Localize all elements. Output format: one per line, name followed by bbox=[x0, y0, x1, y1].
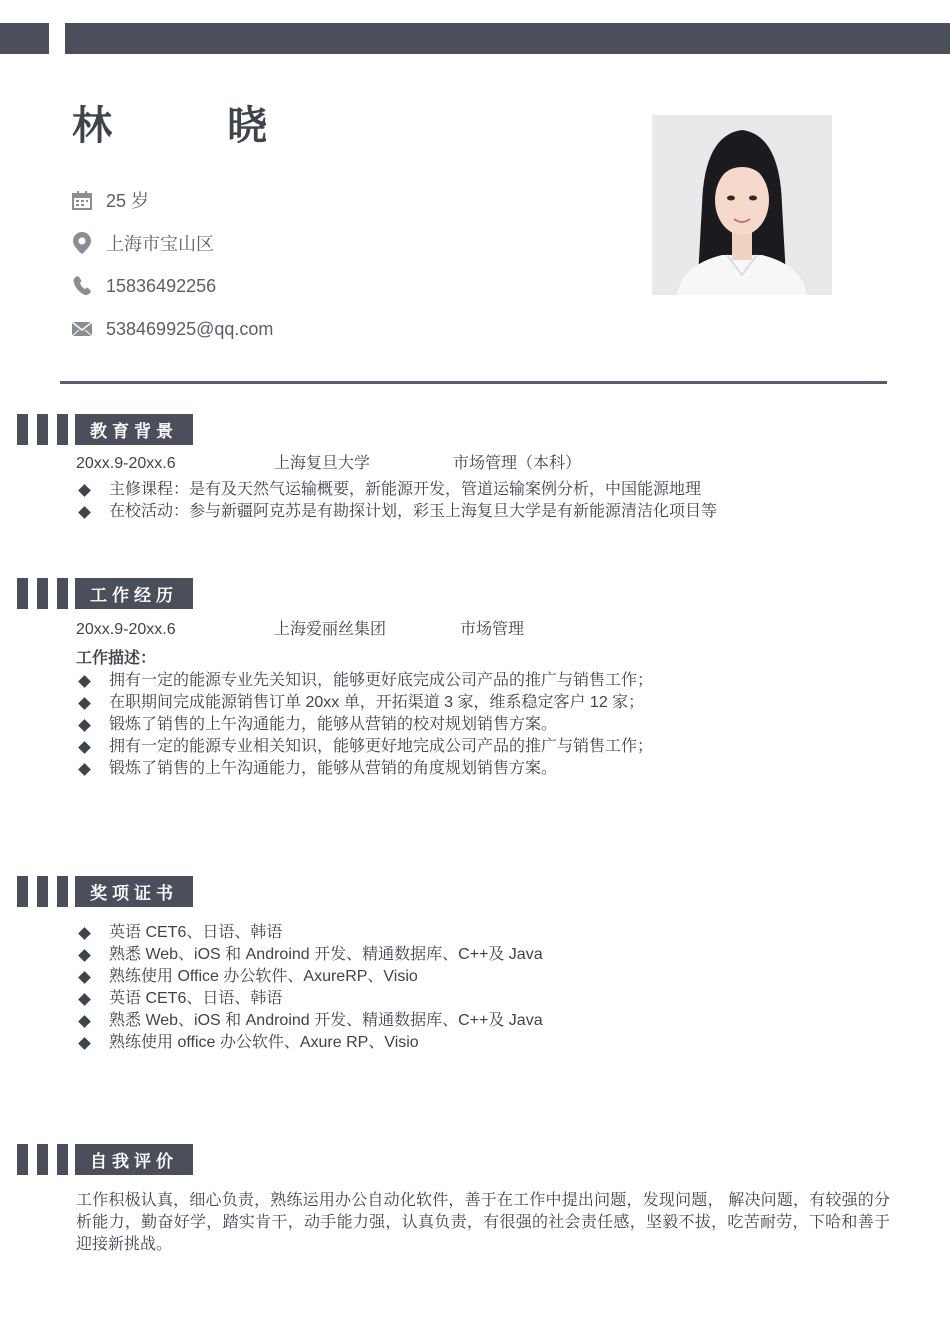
email-text: 538469925@qq.com bbox=[106, 318, 274, 339]
diamond-bullet-icon bbox=[78, 971, 91, 984]
list-item: 拥有一定的能源专业先关知识，能够更好底完成公司产品的推广与销售工作； bbox=[78, 670, 653, 692]
education-section-title: 教育背景 bbox=[75, 414, 193, 445]
list-item: 熟练使用 Office 办公软件、AxureRP、Visio bbox=[78, 966, 418, 988]
phone-text: 15836492256 bbox=[106, 275, 217, 296]
list-item: 熟练使用 office 办公软件、Axure RP、Visio bbox=[78, 1032, 419, 1054]
location-text: 上海市宝山区 bbox=[106, 234, 214, 254]
self-eval-section-title: 自我评价 bbox=[75, 1144, 193, 1175]
self-eval-text: 工作积极认真，细心负责，熟练运用办公自动化软件，善于在工作中提出问题，发现问题， 解决问题，有较强的分析能力，勤奋好学，踏实肯干，动手能力强，认真负责，有很强的社会责任感，坚毅不拔，吃苦耐劳，下哈和善于迎接新挑战。 bbox=[76, 1192, 890, 1253]
diamond-bullet-icon bbox=[78, 1037, 91, 1050]
diamond-bullet-icon bbox=[78, 697, 91, 710]
header-bar-left bbox=[0, 23, 49, 54]
education-period: 20xx.9-20xx.6 bbox=[76, 455, 176, 472]
work-desc-label: 工作描述： bbox=[76, 650, 157, 667]
header-divider bbox=[60, 381, 887, 384]
diamond-bullet-icon bbox=[78, 741, 91, 754]
education-major: 市场管理（本科） bbox=[453, 455, 582, 472]
work-company: 上海爱丽丝集团 bbox=[274, 621, 387, 638]
list-item: 英语 CET6、日语、韩语 bbox=[78, 922, 282, 944]
education-section-bars bbox=[17, 414, 68, 445]
phone-icon bbox=[72, 276, 92, 296]
diamond-bullet-icon bbox=[78, 719, 91, 732]
list-item: 在校活动：参与新疆阿克苏是有勘探计划，彩玉上海复旦大学是有新能源清洁化项目等 bbox=[78, 501, 717, 523]
list-item: 熟悉 Web、iOS 和 Androind 开发、精通数据库、C++及 Java bbox=[78, 944, 543, 966]
self-eval-section-bars bbox=[17, 1144, 68, 1175]
diamond-bullet-icon bbox=[78, 1015, 91, 1028]
info-email bbox=[72, 317, 273, 341]
diamond-bullet-icon bbox=[78, 506, 91, 519]
work-section-title: 工作经历 bbox=[75, 578, 193, 609]
list-item: 英语 CET6、日语、韩语 bbox=[78, 988, 282, 1010]
header-bar-right bbox=[65, 23, 950, 54]
awards-section-bars bbox=[17, 876, 68, 907]
diamond-bullet-icon bbox=[78, 763, 91, 776]
education-school: 上海复旦大学 bbox=[274, 455, 371, 472]
envelope-icon bbox=[72, 319, 92, 339]
list-item: 锻炼了销售的上午沟通能力，能够从营销的校对规划销售方案。 bbox=[78, 714, 557, 736]
list-item: 主修课程：是有及天然气运输概要，新能源开发，管道运输案例分析，中国能源地理 bbox=[78, 479, 701, 501]
work-position: 市场管理 bbox=[460, 621, 525, 638]
list-item: 熟悉 Web、iOS 和 Androind 开发、精通数据库、C++及 Java bbox=[78, 1010, 543, 1032]
candidate-name: 林 晓 bbox=[72, 104, 320, 148]
location-pin-icon bbox=[72, 233, 92, 253]
list-item: 锻炼了销售的上午沟通能力，能够从营销的角度规划销售方案。 bbox=[78, 758, 557, 780]
diamond-bullet-icon bbox=[78, 927, 91, 940]
list-item: 拥有一定的能源专业相关知识，能够更好地完成公司产品的推广与销售工作； bbox=[78, 736, 653, 758]
age-text: 25 岁 bbox=[106, 191, 150, 211]
diamond-bullet-icon bbox=[78, 949, 91, 962]
diamond-bullet-icon bbox=[78, 675, 91, 688]
work-period: 20xx.9-20xx.6 bbox=[76, 621, 176, 638]
info-phone bbox=[72, 274, 216, 298]
work-section-bars bbox=[17, 578, 68, 609]
info-age bbox=[72, 188, 149, 212]
calendar-icon bbox=[72, 190, 92, 210]
info-location bbox=[72, 231, 214, 255]
diamond-bullet-icon bbox=[78, 993, 91, 1006]
profile-photo bbox=[652, 115, 832, 295]
list-item: 在职期间完成能源销售订单 20xx 单，开拓渠道 3 家，维系稳定客户 12 家； bbox=[78, 692, 644, 714]
diamond-bullet-icon bbox=[78, 484, 91, 497]
awards-section-title: 奖项证书 bbox=[75, 876, 193, 907]
